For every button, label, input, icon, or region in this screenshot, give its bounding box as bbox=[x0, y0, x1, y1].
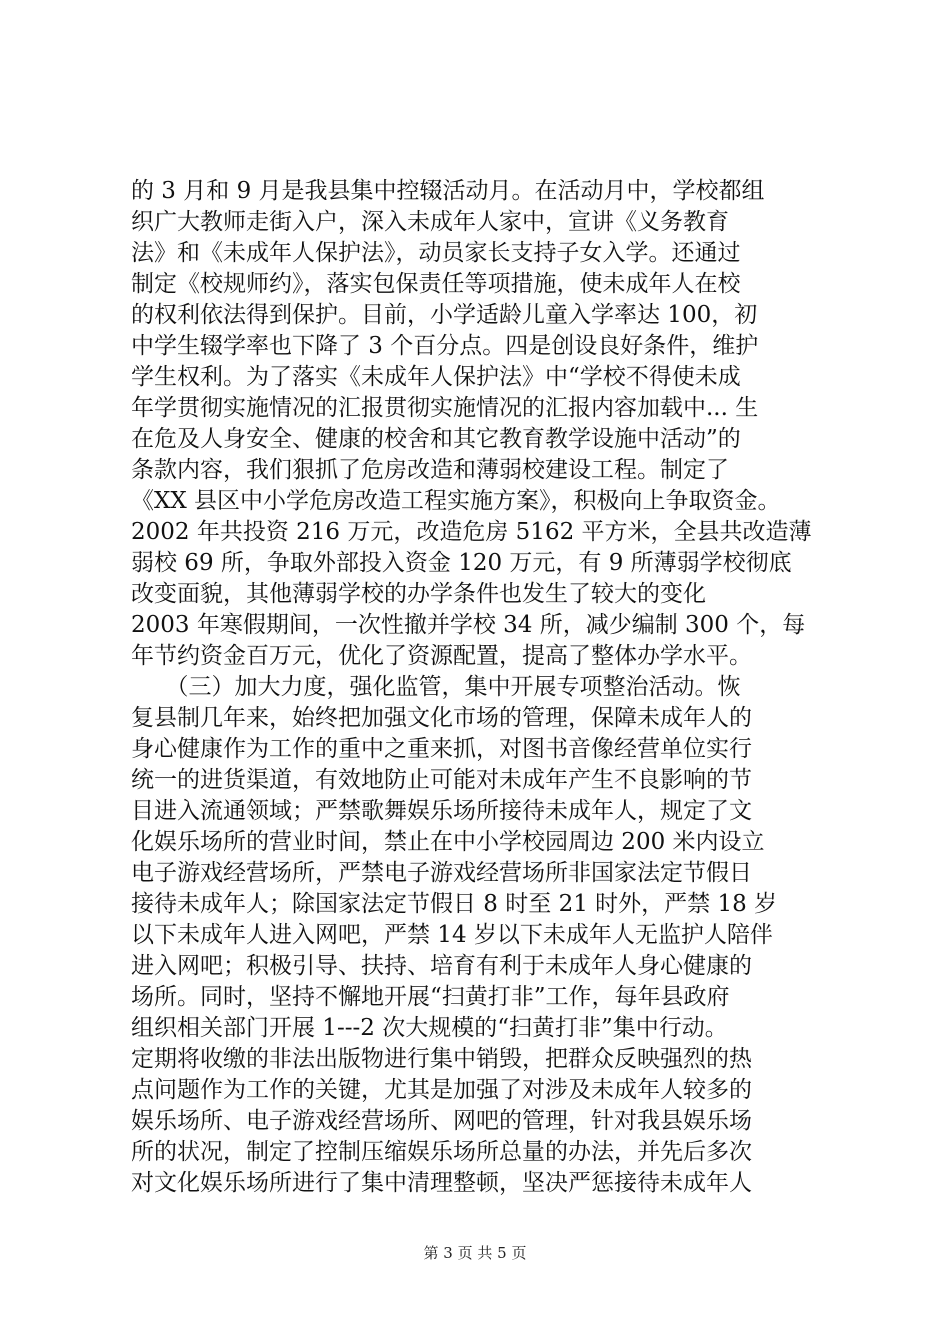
page-footer: 第 3 页 共 5 页 bbox=[423, 1244, 527, 1262]
text-line: 年学贯彻实施情况的汇报贯彻实施情况的汇报内容加载中... 生 bbox=[131, 395, 759, 421]
text-line: 电子游戏经营场所，严禁电子游戏经营场所非国家法定节假日 bbox=[131, 860, 752, 886]
text-line: 改变面貌，其他薄弱学校的办学条件也发生了较大的变化 bbox=[131, 581, 706, 607]
text-line: 场所。同时，坚持不懈地开展“扫黄打非”工作，每年县政府 bbox=[131, 984, 730, 1010]
text-line: 织广大教师走街入户，深入未成年人家中，宣讲《义务教育 bbox=[131, 209, 729, 235]
text-line: 2002 年共投资 216 万元，改造危房 5162 平方米，全县共改造薄 bbox=[131, 519, 812, 545]
text-line: 对文化娱乐场所进行了集中清理整顿，坚决严惩接待未成年人 bbox=[131, 1170, 752, 1196]
text-line: 条款内容，我们狠抓了危房改造和薄弱校建设工程。制定了 bbox=[131, 457, 729, 483]
text-line: 弱校 69 所，争取外部投入资金 120 万元，有 9 所薄弱学校彻底 bbox=[131, 550, 792, 576]
text-line: 定期将收缴的非法出版物进行集中销毁，把群众反映强烈的热 bbox=[131, 1046, 752, 1072]
text-line: 所的状况，制定了控制压缩娱乐场所总量的办法，并先后多次 bbox=[131, 1139, 752, 1165]
text-line: 点问题作为工作的关键，尤其是加强了对涉及未成年人较多的 bbox=[131, 1077, 752, 1103]
text-line: 在危及人身安全、健康的校舍和其它教育教学设施中活动”的 bbox=[131, 426, 741, 452]
text-line: 目进入流通领域；严禁歌舞娱乐场所接待未成年人，规定了文 bbox=[131, 798, 752, 824]
text-line: 娱乐场所、电子游戏经营场所、网吧的管理，针对我县娱乐场 bbox=[131, 1108, 752, 1134]
text-line: 《XX 县区中小学危房改造工程实施方案》，积极向上争取资金。 bbox=[131, 488, 781, 514]
text-line: 学生权利。为了落实《未成年人保护法》中“学校不得使未成 bbox=[131, 364, 741, 390]
text-line: 接待未成年人；除国家法定节假日 8 时至 21 时外，严禁 18 岁 bbox=[131, 891, 778, 917]
document-body bbox=[131, 176, 825, 1199]
text-line: 中学生辍学率也下降了 3 个百分点。四是创设良好条件，维护 bbox=[131, 333, 759, 359]
text-line: 以下未成年人进入网吧，严禁 14 岁以下未成年人无监护人陪伴 bbox=[131, 922, 773, 948]
text-line: 制定《校规师约》，落实包保责任等项措施，使未成年人在校 bbox=[131, 271, 741, 297]
text-line: 的 3 月和 9 月是我县集中控辍活动月。在活动月中，学校都组 bbox=[131, 178, 765, 204]
text-line: （三）加大力度，强化监管，集中开展专项整治活动。恢 bbox=[131, 674, 741, 700]
text-line: 2003 年寒假期间，一次性撤并学校 34 所，减少编制 300 个，每 bbox=[131, 612, 806, 638]
text-line: 的权利依法得到保护。目前，小学适龄儿童入学率达 100，初 bbox=[131, 302, 758, 328]
text-line: 进入网吧；积极引导、扶持、培育有利于未成年人身心健康的 bbox=[131, 953, 752, 979]
text-line: 身心健康作为工作的重中之重来抓，对图书音像经营单位实行 bbox=[131, 736, 752, 762]
text-line: 统一的进货渠道，有效地防止可能对未成年产生不良影响的节 bbox=[131, 767, 752, 793]
text-line: 组织相关部门开展 1---2 次大规模的“扫黄打非”集中行动。 bbox=[131, 1015, 728, 1041]
text-line: 复县制几年来，始终把加强文化市场的管理，保障未成年人的 bbox=[131, 705, 752, 731]
text-line: 年节约资金百万元，优化了资源配置，提高了整体办学水平。 bbox=[131, 643, 752, 669]
text-line: 化娱乐场所的营业时间，禁止在中小学校园周边 200 米内设立 bbox=[131, 829, 765, 855]
text-line: 法》和《未成年人保护法》，动员家长支持子女入学。还通过 bbox=[131, 240, 741, 266]
